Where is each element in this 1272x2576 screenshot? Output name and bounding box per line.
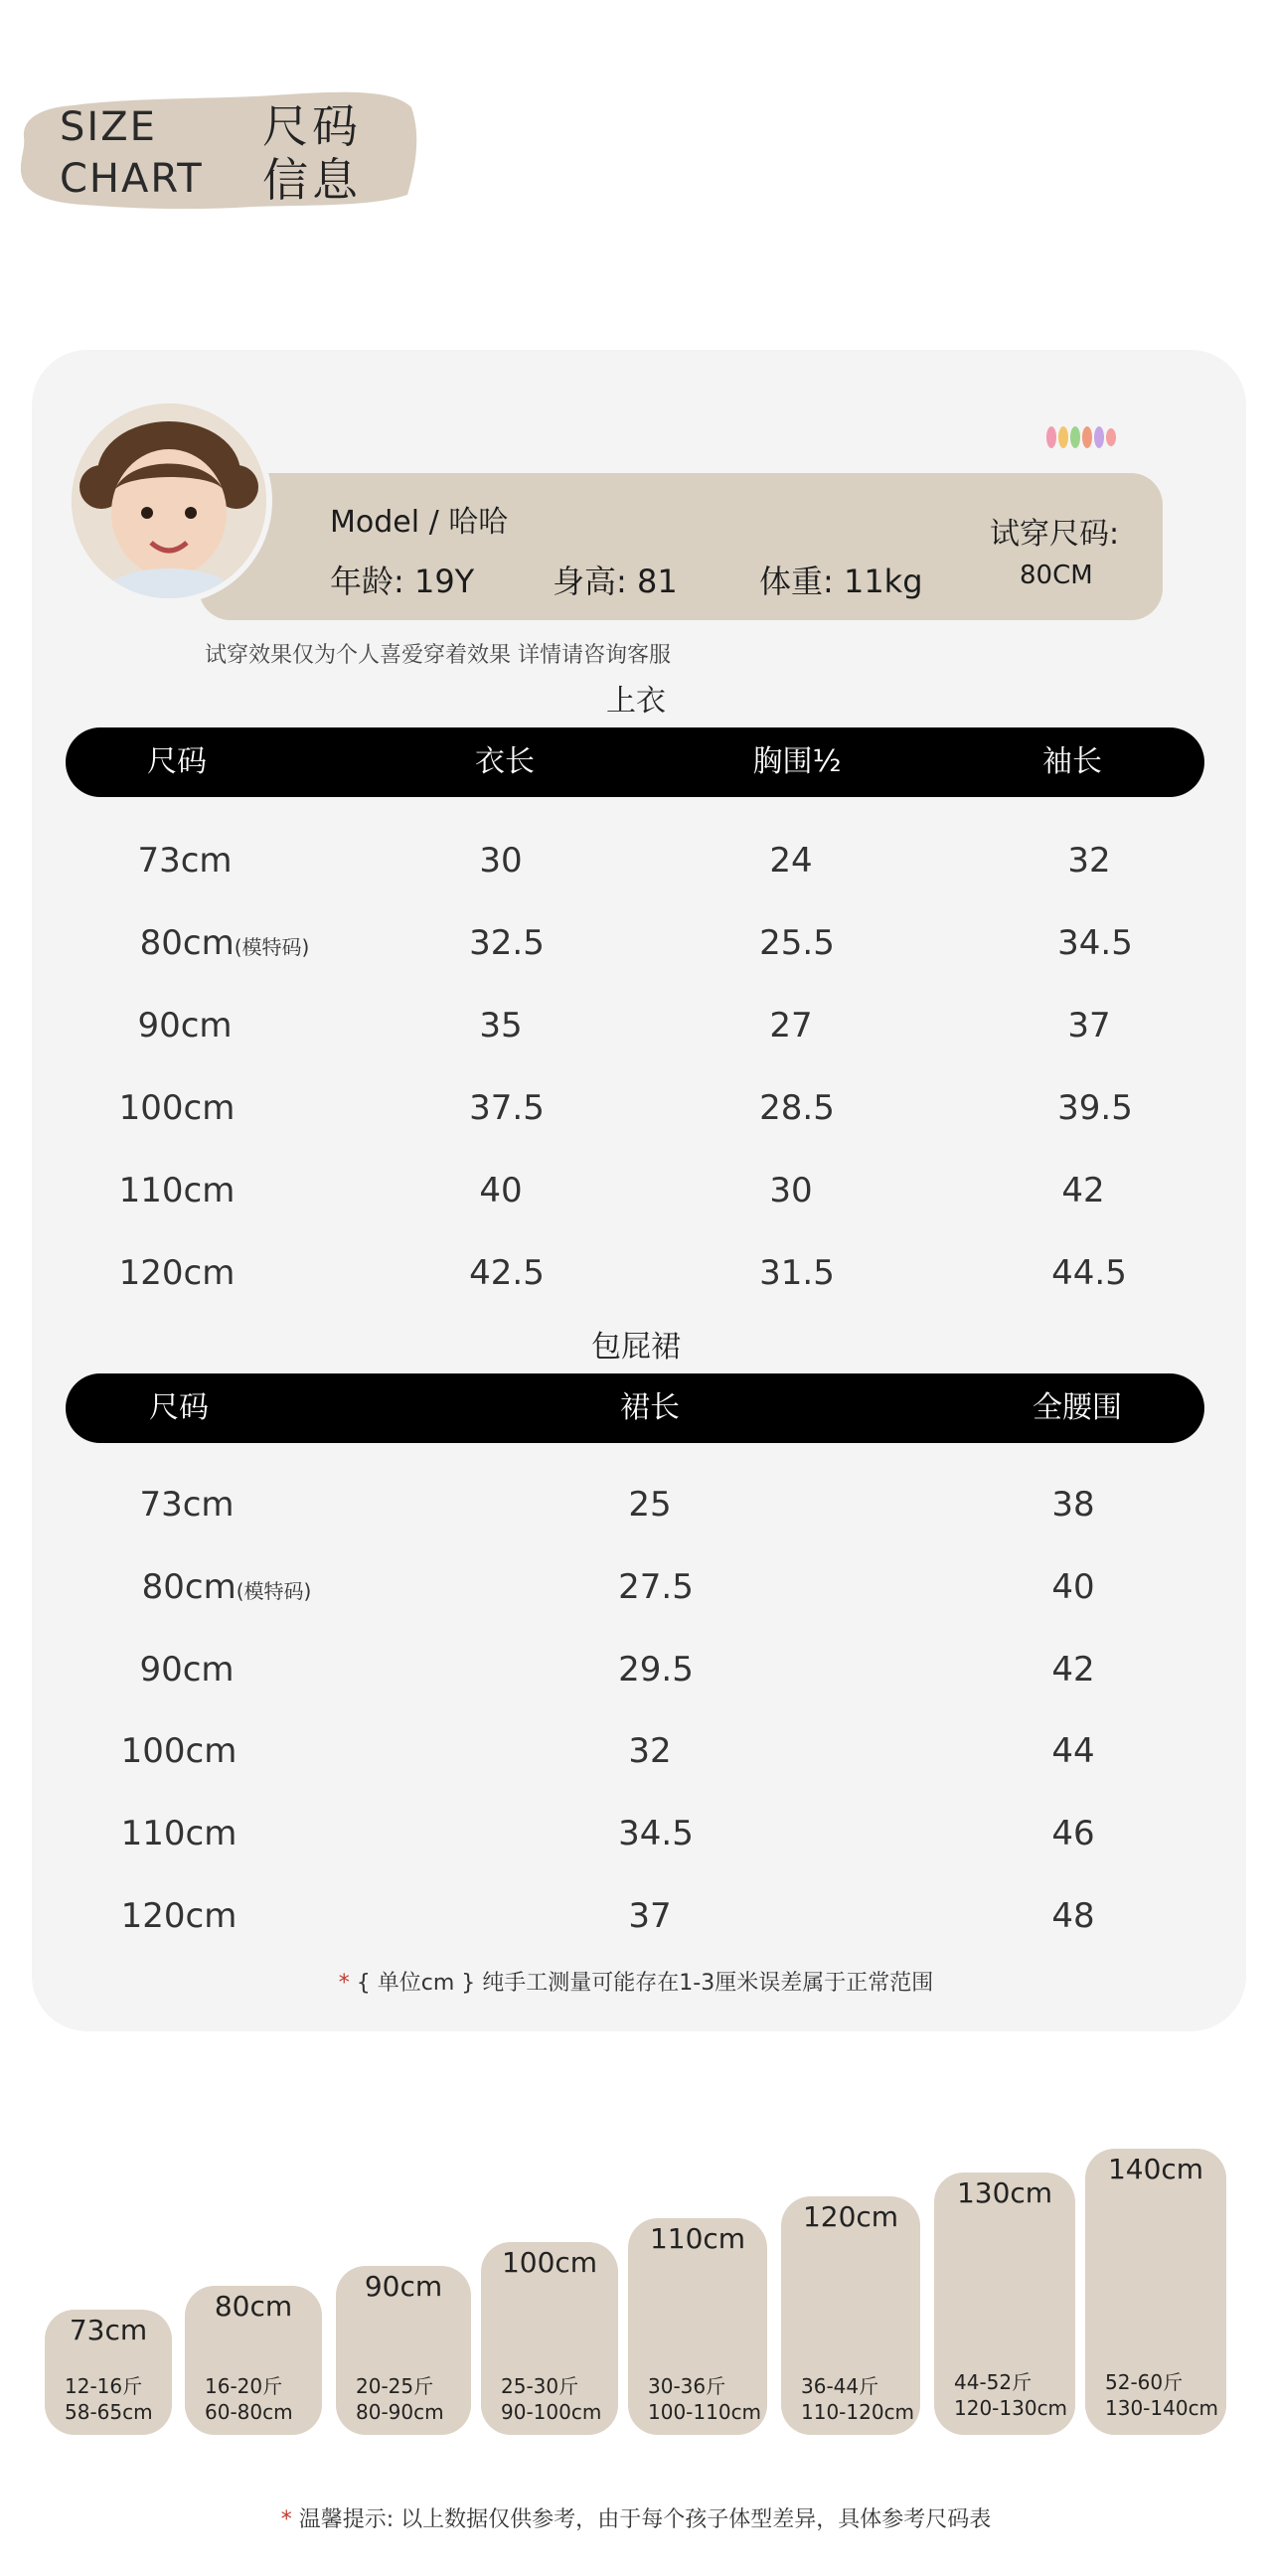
trial-size-value: 80CM <box>1020 561 1093 590</box>
bar-weight: 25-30斤 <box>501 2374 579 2398</box>
bar-size-label: 80cm <box>214 2290 293 2323</box>
reference-note-star: * <box>280 2507 292 2532</box>
sleeve-cell: 32 <box>1067 841 1111 881</box>
unit-footnote <box>0 1966 1272 1997</box>
badge-zh-line1: 尺码 <box>262 99 362 153</box>
header-waist: 全腰围 <box>1033 1390 1122 1425</box>
size-cell: 110cm <box>120 1814 238 1853</box>
size-guide-bar <box>934 2173 1075 2435</box>
reference-note-text: 温馨提示: 以上数据仅供参考，由于每个孩子体型差异，具体参考尺码表 <box>298 2507 992 2532</box>
chest-cell: 24 <box>769 841 813 881</box>
bar-details <box>356 2373 444 2425</box>
waist-cell: 40 <box>1051 1567 1095 1607</box>
header-size: 尺码 <box>147 744 207 779</box>
header-sleeve: 袖长 <box>1042 744 1102 779</box>
size-cell: 120cm <box>120 1896 238 1936</box>
bar-details <box>501 2373 601 2425</box>
child-portrait-icon <box>72 403 266 598</box>
size-guide-bar <box>336 2266 471 2435</box>
bar-weight: 44-52斤 <box>954 2370 1033 2394</box>
length-cell: 32 <box>628 1731 672 1771</box>
bar-height: 58-65cm <box>65 2400 153 2424</box>
fit-note: 试穿效果仅为个人喜爱穿着效果 详情请咨询客服 <box>205 643 671 668</box>
chest-cell: 25.5 <box>759 923 835 963</box>
chest-cell: 31.5 <box>759 1253 835 1293</box>
model-name: Model / 哈哈 <box>330 505 509 540</box>
sleeve-cell: 39.5 <box>1057 1088 1133 1128</box>
bar-size-label: 110cm <box>649 2222 746 2255</box>
bar-height: 110-120cm <box>801 2400 915 2424</box>
bar-height: 100-110cm <box>648 2400 762 2424</box>
footnote-star: * <box>338 1971 350 1996</box>
size-cell: 100cm <box>120 1731 238 1771</box>
waist-cell: 44 <box>1051 1731 1095 1771</box>
waist-cell: 42 <box>1051 1650 1095 1690</box>
header-skirt-length: 裙长 <box>620 1390 680 1425</box>
size-cell: 80cm(模特码) <box>139 923 310 963</box>
skirt-table-header <box>66 1373 1204 1443</box>
model-height: 身高: 81 <box>553 563 678 600</box>
chest-cell: 28.5 <box>759 1088 835 1128</box>
bar-height: 60-80cm <box>205 2400 293 2424</box>
sleeve-cell: 42 <box>1061 1171 1105 1210</box>
trial-size-label: 试穿尺码: <box>990 517 1120 552</box>
model-avatar <box>66 398 272 604</box>
header-chest: 胸围½ <box>752 744 842 779</box>
size-guide-bar <box>481 2242 618 2435</box>
bar-size-label: 130cm <box>956 2176 1053 2209</box>
length-cell: 34.5 <box>618 1814 694 1853</box>
badge-zh-line2: 信息 <box>262 153 362 207</box>
length-cell: 37 <box>628 1896 672 1936</box>
model-age: 年龄: 19Y <box>330 563 475 600</box>
bar-weight: 16-20斤 <box>205 2374 283 2398</box>
bar-weight: 52-60斤 <box>1105 2370 1184 2394</box>
length-cell: 29.5 <box>618 1650 694 1690</box>
badge-english <box>60 101 204 205</box>
header-length: 衣长 <box>475 744 535 779</box>
bar-size-label: 120cm <box>802 2200 899 2233</box>
top-table-title: 上衣 <box>606 684 666 719</box>
bar-size-label: 73cm <box>69 2314 148 2346</box>
badge-en-line2: CHART <box>60 156 204 202</box>
size-cell: 110cm <box>118 1171 236 1210</box>
bar-height: 80-90cm <box>356 2400 444 2424</box>
size-cell: 73cm <box>137 841 233 881</box>
size-cell: 120cm <box>118 1253 236 1293</box>
waist-cell: 38 <box>1051 1485 1095 1525</box>
length-cell: 32.5 <box>469 923 545 963</box>
length-cell: 27.5 <box>618 1567 694 1607</box>
sleeve-cell: 37 <box>1067 1006 1111 1046</box>
bar-size-label: 90cm <box>364 2270 443 2303</box>
bar-details <box>1105 2369 1218 2421</box>
skirt-table-title: 包屁裙 <box>591 1330 681 1365</box>
bar-height: 90-100cm <box>501 2400 602 2424</box>
waist-cell: 46 <box>1051 1814 1095 1853</box>
top-table-header <box>66 727 1204 797</box>
waist-cell: 48 <box>1051 1896 1095 1936</box>
size-cell: 80cm(模特码) <box>141 1567 312 1607</box>
sleeve-cell: 34.5 <box>1057 923 1133 963</box>
bar-weight: 20-25斤 <box>356 2374 434 2398</box>
size-guide-bar <box>1085 2149 1226 2435</box>
chest-cell: 30 <box>769 1171 813 1210</box>
bar-weight: 12-16斤 <box>65 2374 143 2398</box>
bar-weight: 36-44斤 <box>801 2374 879 2398</box>
footnote-text: { 单位cm } 纯手工测量可能存在1-3厘米误差属于正常范围 <box>356 1971 934 1996</box>
length-cell: 35 <box>479 1006 523 1046</box>
reference-note <box>0 2502 1272 2533</box>
size-cell: 100cm <box>118 1088 236 1128</box>
bar-weight: 30-36斤 <box>648 2374 726 2398</box>
badge-en-line1: SIZE <box>60 104 157 150</box>
bar-size-label: 140cm <box>1107 2153 1204 2185</box>
size-guide-bar <box>45 2310 172 2435</box>
length-cell: 25 <box>628 1485 672 1525</box>
size-chart-badge <box>14 78 419 219</box>
size-guide-bar <box>781 2196 920 2435</box>
length-cell: 30 <box>479 841 523 881</box>
bar-details <box>648 2373 761 2425</box>
size-guide-bar <box>185 2286 322 2435</box>
bar-height: 130-140cm <box>1105 2396 1219 2420</box>
size-cell: 73cm <box>139 1485 235 1525</box>
bar-details <box>954 2369 1067 2421</box>
length-cell: 42.5 <box>469 1253 545 1293</box>
badge-chinese <box>262 99 362 207</box>
size-guide-bar <box>628 2218 767 2435</box>
size-cell: 90cm <box>139 1650 235 1690</box>
sleeve-cell: 44.5 <box>1051 1253 1127 1293</box>
length-cell: 40 <box>479 1171 523 1210</box>
bar-details <box>205 2373 293 2425</box>
length-cell: 37.5 <box>469 1088 545 1128</box>
model-weight: 体重: 11kg <box>759 563 923 600</box>
header-size: 尺码 <box>149 1390 209 1425</box>
color-dots-icon <box>1043 423 1119 451</box>
chest-cell: 27 <box>769 1006 813 1046</box>
size-cell: 90cm <box>137 1006 233 1046</box>
bar-details <box>65 2373 153 2425</box>
bar-details <box>801 2373 914 2425</box>
bar-height: 120-130cm <box>954 2396 1068 2420</box>
bar-size-label: 100cm <box>501 2246 598 2279</box>
